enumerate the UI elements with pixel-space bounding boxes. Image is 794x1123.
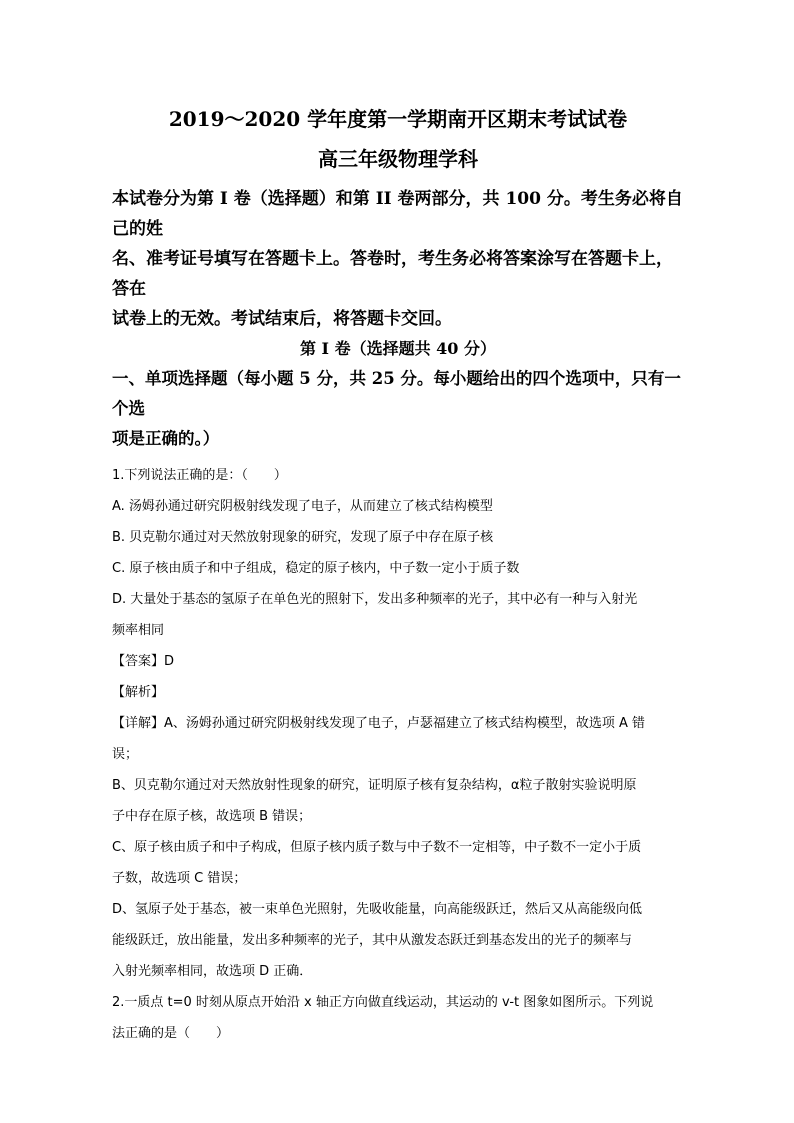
detail-b-cont: 子中存在原子核，故选项 B 错误； [112,809,312,824]
section-heading: 第 I 卷（选择题共 40 分） [299,339,497,358]
detail-a: 【详解】A、汤姆孙通过研究阴极射线发现了电子，卢瑟福建立了核式结构模型，故选项 A 错 [112,716,646,731]
part-heading [112,364,684,454]
analysis-label: 【解析】 [112,685,165,700]
detail-d: D、氢原子处于基态，被一束单色光照射，先吸收能量，向高能级跃迁，然后又从高能级向低 [112,902,643,917]
option-d-cont: 频率相同 [112,623,165,638]
question-1 [112,460,684,987]
page-subtitle: 高三年级物理学科 [318,147,478,171]
option-b: B. 贝克勒尔通过对天然放射现象的研究，发现了原子中存在原子核 [112,530,494,545]
option-a: A. 汤姆孙通过研究阴极射线发现了电子，从而建立了核式结构模型 [112,499,493,514]
intro-line: 名、准考证号填写在答题卡上。答卷时，考生务必将答案涂写在答题卡上，答在 [112,249,673,299]
detail-c: C、原子核由质子和中子构成，但原子核内质子数与中子数不一定相等，中子数不一定小于质 [112,840,642,855]
option-d: D. 大量处于基态的氢原子在单色光的照射下，发出多种频率的光子，其中必有一种与入射光 [112,592,638,607]
question-stem: 1.下列说法正确的是：（ ） [112,468,287,483]
question-stem: 2.一质点 t=0 时刻从原点开始沿 x 轴正方向做直线运动，其运动的 v-t 图象如图所示。下列说 [112,995,654,1010]
intro-paragraph [112,184,684,334]
intro-line: 试卷上的无效。考试结束后，将答题卡交回。 [112,309,452,329]
page-title: 2019～2020 学年度第一学期南开区期末考试试卷 [168,107,628,131]
question-2 [112,987,684,1049]
option-c: C. 原子核由质子和中子组成，稳定的原子核内，中子数一定小于质子数 [112,561,520,576]
part-heading-line: 项是正确的。） [112,429,220,448]
detail-c-cont: 子数，故选项 C 错误； [112,871,247,886]
detail-b: B、贝克勒尔通过对天然放射性现象的研究，证明原子核有复杂结构，α粒子散射实验说明原 [112,778,637,793]
answer-label: 【答案】D [112,654,175,669]
detail-d-cont: 能级跃迁，放出能量，发出多种频率的光子，其中从激发态跃迁到基态发出的光子的频率与 [112,933,633,948]
question-stem-cont: 法正确的是（ ） [112,1026,230,1041]
detail-a-cont: 误； [112,747,139,762]
detail-d-cont: 入射光频率相同，故选项 D 正确． [112,964,313,979]
intro-line: 本试卷分为第 I 卷（选择题）和第 II 卷两部分，共 100 分。考生务必将自己的姓 [112,189,683,239]
exam-page [112,104,684,1049]
part-heading-line: 一、单项选择题（每小题 5 分，共 25 分。每小题给出的四个选项中，只有一个选 [112,369,681,418]
